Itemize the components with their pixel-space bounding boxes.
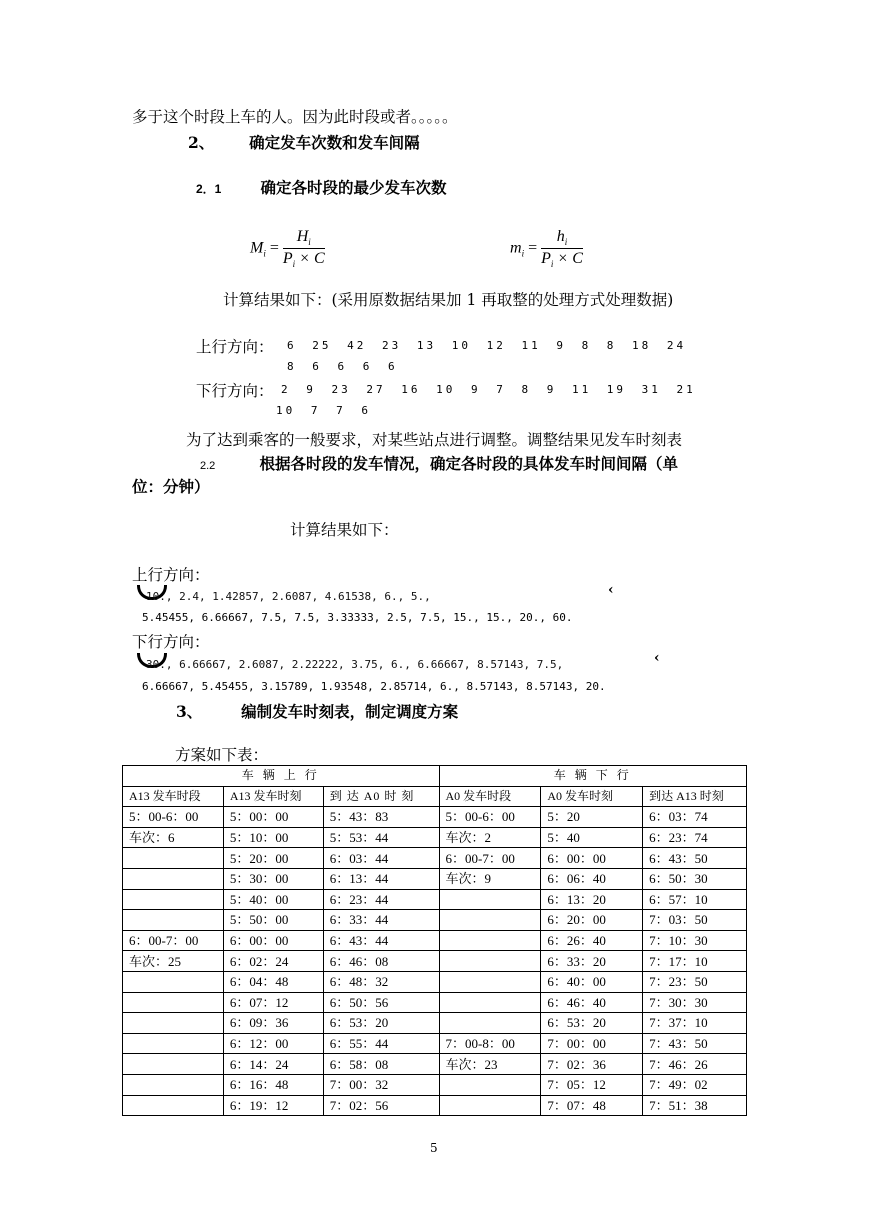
up-label: 上行方向：	[196, 338, 274, 356]
cell-a0-time: 5：40	[541, 827, 643, 848]
cell-a0-time: 6：46：40	[541, 992, 643, 1013]
table-row	[123, 910, 747, 931]
cell-arrive-a13: 7：49：02	[643, 1074, 747, 1095]
cell-a0-period	[439, 992, 541, 1013]
header-a0-period: A0 发车时段	[439, 786, 541, 807]
table-row	[123, 868, 747, 889]
cell-a0-period: 车次：2	[439, 827, 541, 848]
cell-a0-period	[439, 930, 541, 951]
cell-arrive-a0: 6：43：44	[323, 930, 439, 951]
up2-line1: 10., 2.4, 1.42857, 2.6087, 4.61538, 6., 5.,	[146, 590, 431, 603]
table-group-row	[123, 766, 747, 787]
cell-a13-time: 6：02：24	[223, 951, 323, 972]
cell-a0-time: 6：13：20	[541, 889, 643, 910]
cell-a0-time: 6：00：00	[541, 848, 643, 869]
cell-a13-time: 5：10：00	[223, 827, 323, 848]
cell-a0-time: 6：26：40	[541, 930, 643, 951]
formula-lower-count: $m_i$ = $\frac{h_i}{P_i \times C}$	[510, 228, 583, 270]
table-row	[123, 1074, 747, 1095]
table-row	[123, 1033, 747, 1054]
cell-a13-period	[123, 1054, 224, 1075]
table-row	[123, 971, 747, 992]
adjust-note: 为了达到乘客的一般要求，对某些站点进行调整。调整结果见发车时刻表	[186, 431, 683, 449]
cell-a0-period	[439, 1013, 541, 1034]
cell-a13-time: 6：12：00	[223, 1033, 323, 1054]
header-a13-period: A13 发车时段	[123, 786, 224, 807]
cell-a13-time: 6：07：12	[223, 992, 323, 1013]
cell-a13-time: 5：00：00	[223, 807, 323, 828]
cell-arrive-a13: 7：43：50	[643, 1033, 747, 1054]
cell-a13-period	[123, 889, 224, 910]
cell-a0-period: 车次：9	[439, 868, 541, 889]
cell-a0-time: 6：53：20	[541, 1013, 643, 1034]
schedule-table-body	[123, 766, 747, 1116]
section2-title: 确定发车次数和发车间隔	[249, 133, 420, 152]
cell-a0-period	[439, 951, 541, 972]
formula-upper-fraction: $\frac{H_i}{P_i \times C}$	[282, 228, 325, 270]
cell-arrive-a0: 6：53：20	[323, 1013, 439, 1034]
cell-a0-time: 7：05：12	[541, 1074, 643, 1095]
down-values-line1: 2 9 23 27 16 10 9 7 8 9 11 19 31 21	[281, 383, 696, 396]
down-values-line2: 10 7 7 6	[276, 404, 371, 417]
cell-arrive-a0: 6：33：44	[323, 910, 439, 931]
group-header-down: 车辆下行	[439, 766, 746, 787]
header-arrive-a0: 到 达 A0 时 刻	[323, 786, 439, 807]
header-a13-time: A13 发车时刻	[223, 786, 323, 807]
cell-arrive-a13: 6：23：74	[643, 827, 747, 848]
cell-a13-period	[123, 1074, 224, 1095]
down2-line2: 6.66667, 5.45455, 3.15789, 1.93548, 2.85714, 6., 8.57143, 8.57143, 20.	[142, 680, 606, 693]
cell-a0-time: 6：06：40	[541, 868, 643, 889]
calc-result-label: 计算结果如下：	[290, 521, 399, 539]
cell-a13-time: 5：20：00	[223, 848, 323, 869]
section3-title: 编制发车时刻表，制定调度方案	[241, 702, 459, 721]
cell-a0-time: 7：00：00	[541, 1033, 643, 1054]
cell-arrive-a13: 6：57：10	[643, 889, 747, 910]
down2-label: 下行方向：	[132, 633, 210, 651]
cell-a0-period	[439, 910, 541, 931]
cell-arrive-a0: 6：13：44	[323, 868, 439, 889]
group-header-up: 车辆上行	[123, 766, 440, 787]
cell-a13-period: 5：00-6：00	[123, 807, 224, 828]
cell-arrive-a13: 7：10：30	[643, 930, 747, 951]
up-values-line1: 6 25 42 23 13 10 12 11 9 8 8 18 24	[287, 339, 687, 352]
section3-heading	[176, 700, 458, 722]
cell-arrive-a13: 6：50：30	[643, 868, 747, 889]
section21-number: 2．1	[196, 182, 222, 196]
section22-title: 根据各时段的发车情况，确定各时段的具体发车时间间隔（单	[259, 454, 678, 473]
cell-a13-period: 车次：25	[123, 951, 224, 972]
cell-arrive-a13: 7：23：50	[643, 971, 747, 992]
cell-a0-time: 6：33：20	[541, 951, 643, 972]
header-a0-time: A0 发车时刻	[541, 786, 643, 807]
cell-arrive-a0: 6：03：44	[323, 848, 439, 869]
cell-a13-period	[123, 971, 224, 992]
cell-arrive-a0: 6：55：44	[323, 1033, 439, 1054]
section22-heading	[200, 452, 678, 474]
cell-arrive-a0: 6：50：56	[323, 992, 439, 1013]
down2-line1: 30., 6.66667, 2.6087, 2.22222, 3.75, 6., 6.66667, 8.57143, 7.5,	[146, 658, 564, 671]
cell-a13-period	[123, 1013, 224, 1034]
table-row	[123, 1054, 747, 1075]
down-label: 下行方向：	[196, 382, 274, 400]
cell-a13-period	[123, 1095, 224, 1116]
section22-title-cont: 位：分钟）	[132, 477, 210, 496]
section2-heading	[188, 131, 420, 153]
section3-number: 3、	[176, 702, 203, 721]
cell-a13-time: 5：40：00	[223, 889, 323, 910]
cell-a0-period: 5：00-6：00	[439, 807, 541, 828]
table-row	[123, 848, 747, 869]
cell-a0-period	[439, 889, 541, 910]
table-row	[123, 1095, 747, 1116]
page-number: 5	[430, 1141, 438, 1155]
cell-arrive-a13: 7：46：26	[643, 1054, 747, 1075]
plan-label: 方案如下表：	[175, 746, 269, 764]
cell-a13-time: 6：00：00	[223, 930, 323, 951]
formula-upper-count: $M_i$ = $\frac{H_i}{P_i \times C}$	[250, 228, 325, 270]
cell-arrive-a0: 5：53：44	[323, 827, 439, 848]
section21-heading	[196, 176, 447, 198]
intro-line: 多于这个时段上车的人。因为此时段或者。。。。。	[132, 108, 458, 126]
cell-a0-time: 5：20	[541, 807, 643, 828]
cell-arrive-a0: 6：46：08	[323, 951, 439, 972]
cell-a0-period	[439, 1095, 541, 1116]
cell-a0-time: 7：02：36	[541, 1054, 643, 1075]
cell-a13-period	[123, 910, 224, 931]
cell-a0-period: 车次：23	[439, 1054, 541, 1075]
cell-a13-period	[123, 1033, 224, 1054]
schedule-table	[122, 765, 747, 1116]
cell-arrive-a0: 6：23：44	[323, 889, 439, 910]
cell-a13-period: 6：00-7：00	[123, 930, 224, 951]
table-row	[123, 807, 747, 828]
section2-number: 2、	[188, 133, 215, 152]
cell-arrive-a13: 6：43：50	[643, 848, 747, 869]
cell-a0-time: 7：07：48	[541, 1095, 643, 1116]
caret-left-icon: ‹	[654, 650, 660, 666]
table-row	[123, 889, 747, 910]
cell-arrive-a0: 5：43：83	[323, 807, 439, 828]
cell-arrive-a13: 7：30：30	[643, 992, 747, 1013]
cell-a13-time: 5：30：00	[223, 868, 323, 889]
cell-arrive-a0: 6：48：32	[323, 971, 439, 992]
cell-arrive-a0: 7：00：32	[323, 1074, 439, 1095]
cell-arrive-a13: 7：37：10	[643, 1013, 747, 1034]
cell-arrive-a13: 7：51：38	[643, 1095, 747, 1116]
table-row	[123, 827, 747, 848]
cell-a0-period	[439, 1074, 541, 1095]
table-row	[123, 951, 747, 972]
up2-line2: 5.45455, 6.66667, 7.5, 7.5, 3.33333, 2.5, 7.5, 15., 15., 20., 60.	[142, 611, 573, 624]
up2-label: 上行方向：	[132, 566, 210, 584]
cell-a13-time: 6：04：48	[223, 971, 323, 992]
cell-arrive-a13: 7：03：50	[643, 910, 747, 931]
formula-lower-fraction: $\frac{h_i}{P_i \times C}$	[541, 228, 583, 270]
caret-left-icon: ‹	[608, 582, 614, 598]
cell-arrive-a0: 7：02：56	[323, 1095, 439, 1116]
cell-arrive-a0: 6：58：08	[323, 1054, 439, 1075]
section21-title: 确定各时段的最少发车次数	[260, 178, 447, 197]
cell-a0-period: 7：00-8：00	[439, 1033, 541, 1054]
table-row	[123, 1013, 747, 1034]
cell-a13-time: 6：09：36	[223, 1013, 323, 1034]
cell-a13-time: 6：16：48	[223, 1074, 323, 1095]
section22-number: 2.2	[200, 460, 216, 472]
cell-a0-time: 6：20：00	[541, 910, 643, 931]
cell-arrive-a13: 7：17：10	[643, 951, 747, 972]
cell-a13-period	[123, 868, 224, 889]
cell-a13-period: 车次：6	[123, 827, 224, 848]
cell-a13-period	[123, 992, 224, 1013]
up-values-line2: 8 6 6 6 6	[287, 360, 398, 373]
cell-a0-period	[439, 971, 541, 992]
cell-a13-period	[123, 848, 224, 869]
cell-a0-time: 6：40：00	[541, 971, 643, 992]
header-arrive-a13: 到达 A13 时刻	[643, 786, 747, 807]
cell-a13-time: 6：19：12	[223, 1095, 323, 1116]
table-header-row	[123, 786, 747, 807]
cell-a13-time: 5：50：00	[223, 910, 323, 931]
cell-a0-period: 6：00-7：00	[439, 848, 541, 869]
cell-a13-time: 6：14：24	[223, 1054, 323, 1075]
table-row	[123, 930, 747, 951]
table-row	[123, 992, 747, 1013]
cell-arrive-a13: 6：03：74	[643, 807, 747, 828]
calc-note: 计算结果如下：(采用原数据结果加 1 再取整的处理方式处理数据)	[223, 291, 674, 309]
